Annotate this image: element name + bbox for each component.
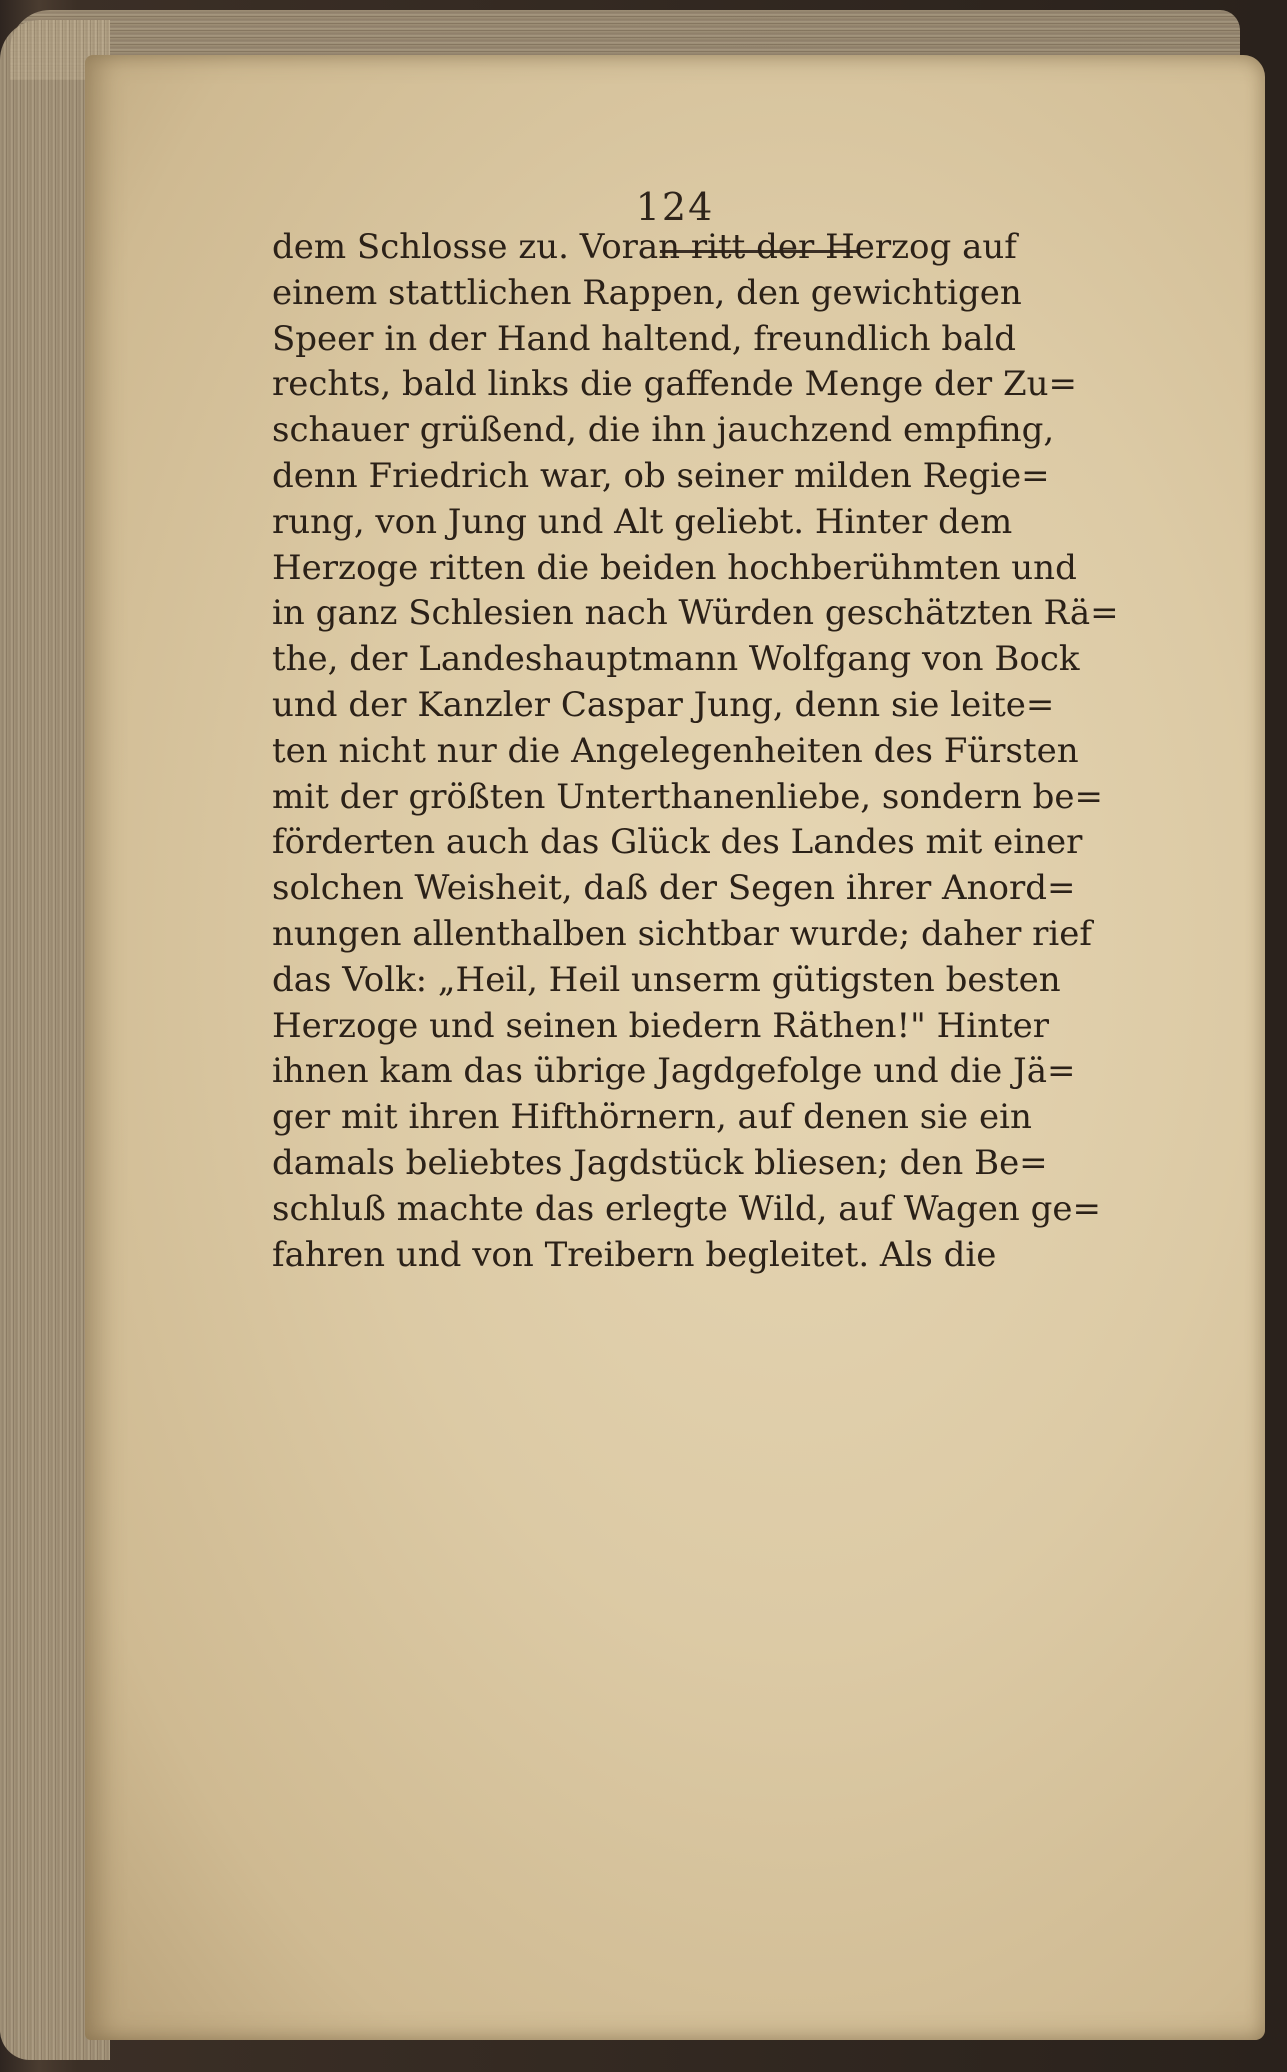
body-text bbox=[272, 225, 1119, 1278]
text-line: ihnen kam das übrige Jagdgefolge und die Jä= bbox=[272, 1051, 1076, 1092]
text-line: schluß machte das erlegte Wild, auf Wagen ge= bbox=[272, 1188, 1101, 1229]
text-line: damals beliebtes Jagdstück bliesen; den Be= bbox=[272, 1142, 1048, 1183]
text-line: förderten auch das Glück des Landes mit einer bbox=[272, 822, 1083, 863]
text-line: Herzoge und seinen biedern Räthen!" Hinter bbox=[272, 1005, 1050, 1046]
text-line: fahren und von Treibern begleitet. Als die bbox=[272, 1234, 997, 1275]
page-number: 124 bbox=[635, 185, 715, 229]
text-line: solchen Weisheit, daß der Segen ihrer Anord= bbox=[272, 868, 1076, 909]
text-line: denn Friedrich war, ob seiner milden Regie= bbox=[272, 455, 1050, 496]
text-line: dem Schlosse zu. Voran ritt der Herzog auf bbox=[272, 227, 1017, 267]
text-line: ten nicht nur die Angelegenheiten des Fürsten bbox=[272, 730, 1079, 771]
text-line: the, der Landeshauptmann Wolfgang von Bock bbox=[272, 639, 1080, 680]
text-line: schauer grüßend, die ihn jauchzend empfing, bbox=[272, 410, 1055, 451]
text-line: und der Kanzler Caspar Jung, denn sie leite= bbox=[272, 684, 1055, 725]
text-line: rechts, bald links die gaffende Menge der Zu= bbox=[272, 364, 1077, 405]
text-line: rung, von Jung und Alt geliebt. Hinter dem bbox=[272, 501, 1013, 542]
text-line: das Volk: „Heil, Heil unserm gütigsten besten bbox=[272, 959, 1061, 1000]
text-line: einem stattlichen Rappen, den gewichtigen bbox=[272, 272, 1022, 313]
text-line: nungen allenthalben sichtbar wurde; daher rief bbox=[272, 913, 1092, 954]
text-line: Speer in der Hand haltend, freundlich bald bbox=[272, 318, 1017, 359]
text-line: Herzoge ritten die beiden hochberühmten und bbox=[272, 547, 1077, 588]
text-line: in ganz Schlesien nach Würden geschätzten Rä= bbox=[272, 593, 1119, 634]
text-line: ger mit ihren Hifthörnern, auf denen sie ein bbox=[272, 1097, 1032, 1138]
text-line: mit der größten Unterthanenliebe, sondern be= bbox=[272, 776, 1103, 817]
